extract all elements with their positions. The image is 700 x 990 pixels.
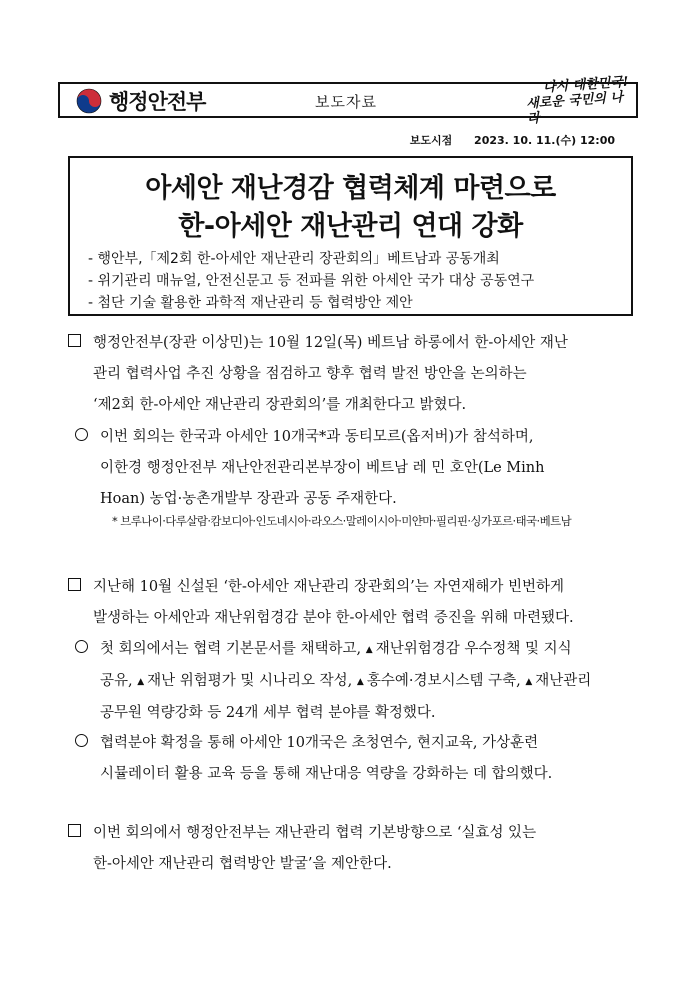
embargo-datetime: 2023. 10. 11.(수) 12:00	[474, 134, 615, 147]
ministry-logo	[76, 86, 205, 116]
headline-line-1: 아세안 재난경감 협력체계 마련으로	[145, 173, 556, 204]
triangle-bullet-icon: ▲	[356, 677, 364, 687]
paragraph-2: 지난해 10월 신설된 ‘한-아세안 재난관리 장관회의’는 자연재해가 빈번하게 발생하는 아세안과 재난위험경감 분야 한-아세안 협력 증진을 위해 마련됐다.	[68, 572, 574, 634]
circle-bullet-icon	[75, 734, 88, 747]
subtitle-1: - 행안부,「제2회 한-아세안 재난관리 장관회의」베트남과 공동개최	[88, 251, 500, 267]
checkbox-square-icon	[68, 334, 81, 347]
checkbox-square-icon	[68, 824, 81, 837]
paragraph-3: 이번 회의에서 행정안전부는 재난관리 협력 기본방향으로 ‘실효성 있는 한-아세안 재난관리 협력방안 발굴’을 제안한다.	[68, 818, 536, 880]
header-box	[58, 74, 638, 127]
triangle-bullet-icon: ▲	[365, 645, 373, 655]
embargo-line	[410, 132, 615, 148]
circle-bullet-icon	[75, 640, 88, 653]
embargo-label: 보도시점	[409, 134, 453, 147]
paragraph-2-detail-1: 첫 회의에서는 협력 기본문서를 채택하고, ▲ 재난위험경감 우수정책 및 지식 공유, ▲ 재난 위험평가 및 시나리오 작성, ▲ 홍수예·경보시스템 구축, ▲ 재난관리 공무원 역량강화 등 24개 세부 협력 분야를 확정했다.	[75, 634, 591, 729]
government-emblem-icon	[76, 88, 102, 114]
paragraph-1: 행정안전부(장관 이상민)는 10월 12일(목) 베트남 하롱에서 한-아세안 재난 관리 협력사업 추진 상황을 점검하고 향후 협력 발전 방안을 논의하는 ‘제2회 한-아세안 재난관리 장관회의’를 개최한다고 밝혔다.	[68, 328, 568, 421]
title-box	[68, 156, 633, 316]
triangle-bullet-icon: ▲	[525, 677, 533, 687]
paragraph-2-detail-2: 협력분야 확정을 통해 아세안 10개국은 초청연수, 현지교육, 가상훈련 시뮬레이터 활용 교육 등을 통해 재난대응 역량을 강화하는 데 합의했다.	[75, 728, 552, 790]
subtitle-3: - 첨단 기술 활용한 과학적 재난관리 등 협력방안 제안	[88, 295, 413, 311]
ministry-name: 행정안전부	[109, 90, 206, 114]
slogan-logo: 다시 대한민국! 새로운 국민의 나라	[525, 74, 630, 127]
document-type: 보도자료	[315, 93, 377, 111]
checkbox-square-icon	[68, 578, 81, 591]
headline-line-2: 한-아세안 재난관리 연대 강화	[178, 211, 523, 242]
paragraph-1-detail: 이번 회의는 한국과 아세안 10개국*과 동티모르(옵저버)가 참석하며, 이한경 행정안전부 재난안전관리본부장이 베트남 레 민 호안(Le Minh Hoan) 농업·농촌개발부 장관과 공동 주재한다.	[75, 422, 544, 515]
footnote: * 브루나이·다루살람·캄보디아·인도네시아·라오스·말레이시아·미얀마·필리핀·싱가포르·태국·베트남	[112, 514, 572, 528]
subtitle-2: - 위기관리 매뉴얼, 안전신문고 등 전파를 위한 아세안 국가 대상 공동연구	[88, 273, 535, 289]
triangle-bullet-icon: ▲	[137, 677, 145, 687]
circle-bullet-icon	[75, 428, 88, 441]
